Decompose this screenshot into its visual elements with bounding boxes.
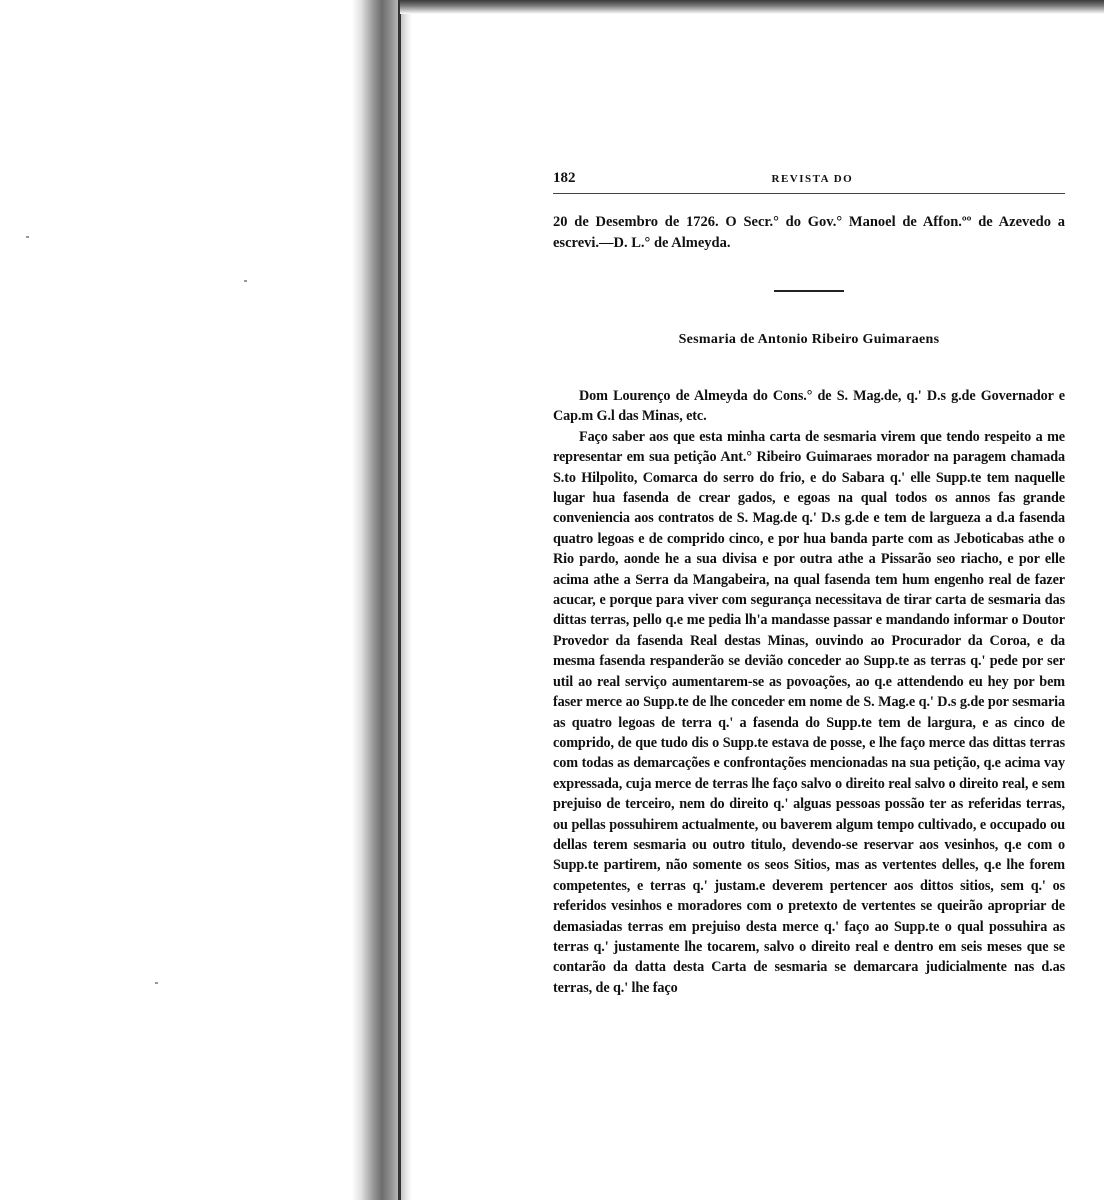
running-head [553,170,1065,194]
facing-page-blank [0,0,400,1200]
paragraph-main: Faço saber aos que esta minha carta de sesmaria virem que tendo respeito a me representar em sua petição Ant.° Ribeiro Guimaraes morador na paragem chamada S.to Hilpolito, Comarca do serro do frio, e do Sabara q.' elle Supp.te tem naquelle lugar hua fasenda de crear gados, e egoas na qual todos os annos fas grande conveniencia aos contratos de S. Mag.de q.' D.s g.de e tem de largueza a d.a fasenda quatro legoas e de comprido cinco, e por hua banda parte com as Jeboticabas athe o Rio pardo, aonde he a sua divisa e por outra athe a Pissarão seo riacho, e por elle acima athe a Serra da Mangabeira, na qual fasenda tem hum engenho real de fazer acucar, e porque para viver com segurança necessitava de tirar carta de sesmaria das dittas terras, pello q.e me pedia lh'a mandasse passar e mandando informar o Doutor Provedor da fasenda Real destas Minas, ouvindo ao Procurador da Coroa, e da mesma fasenda respanderão se devião conceder ao Supp.te as terras q.' pede por ser util ao real serviço aumentarem-se as povoações, ao q.e attendendo eu hey por bem faser merce ao Supp.te de lhe conceder em nome de S. Mag.e q.' D.s g.de por sesmaria as quatro legoas de terra q.' a fasenda do Supp.te tem de largura, e as cinco de comprido, de que tudo dis o Supp.te estava de posse, e lhe faço merce das dittas terras com todas as demarcações e confrontações mencionadas na sua petição, q.e acima vay expressada, cuja merce de terras lhe faço salvo o direito real salvo o direito real, e sem prejuiso de terceiro, nem do direito q.' alguas pessoas possão ter as referidas terras, ou pellas possuhirem actualmente, ou baverem algum tempo cultivado, e occupado ou dellas terem sesmaria ou outro titulo, devendo-se reservar aos vesinhos, q.e com o Supp.te partirem, não somente os seos Sitios, mas as vertentes delles, q.e lhe forem competentes, e terras q.' justam.e deverem pertencer aos dittos sitios, sem q.' os referidos vesinhos e moradores com o pretexto de vertentes se queirão apropriar de demasiadas terras em prejuiso desta merce q.' faço ao Supp.te o qual possuhira as terras q.' justamente lhe tocarem, salvo o direito real e dentro em seis meses que se contarão da datta desta Carta de sesmaria se demarcara judicialmente nas d.as terras, de q.' lhe faço [553,428,1065,996]
paper-speck [26,236,29,238]
section-title: Sesmaria de Antonio Ribeiro Guimaraens [678,332,940,347]
document-body [553,386,1065,998]
previous-entry-closing: 20 de Desembro de 1726. O Secr.° do Gov.° Manoel de Affon.ºº de Azevedo a escrevi.—D. L.° de Almeyda. [553,214,1065,251]
paper-speck [244,280,247,282]
paragraph-salutation: Dom Lourenço de Almeyda do Cons.° de S. Mag.de, q.' D.s g.de Governador e Cap.m G.l das Minas, etc. [553,388,1065,425]
page-number: 182 [553,170,576,186]
journal-title: REVISTA DO [771,173,854,185]
paper-speck [155,982,158,984]
section-separator [774,290,844,292]
book-gutter-line [398,0,401,1200]
page-top-edge [400,0,1104,14]
book-spine-shadow [352,0,412,1200]
scanned-page [553,170,1065,998]
